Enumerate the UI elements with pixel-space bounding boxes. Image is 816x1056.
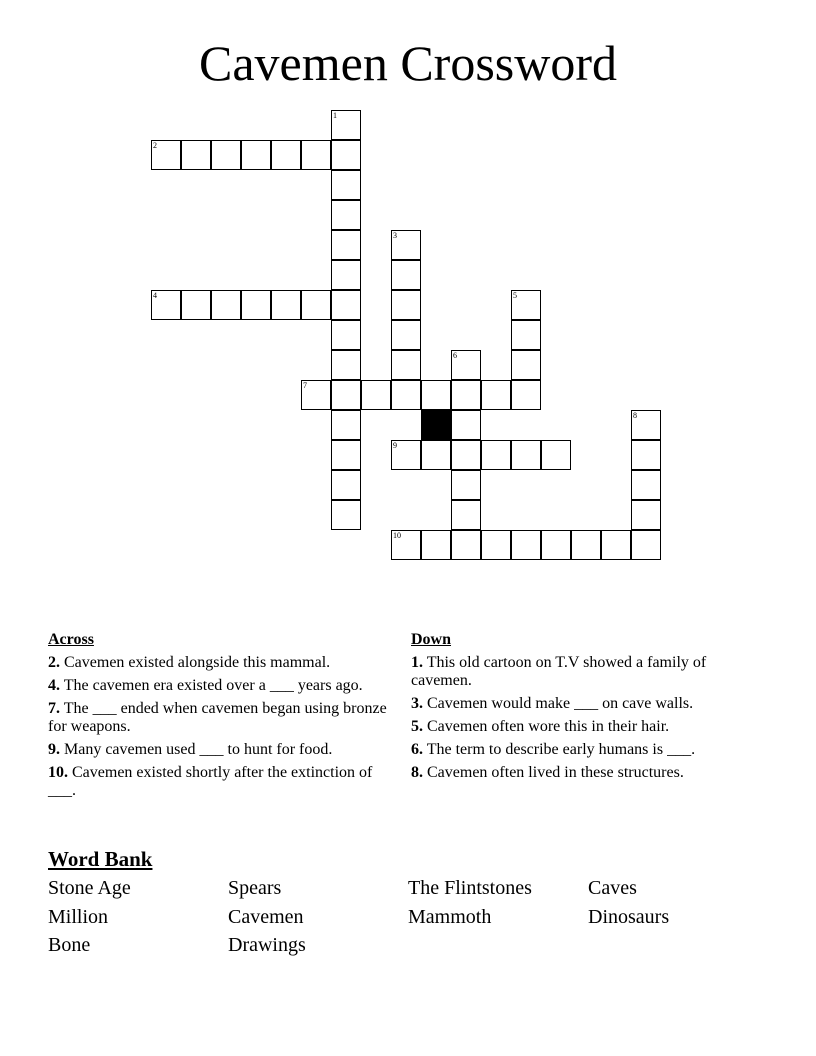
- across-clue: 9. Many cavemen used ___ to hunt for food.: [48, 741, 333, 758]
- down-clue: 6. The term to describe early humans is ___.: [411, 741, 696, 758]
- crossword-cell[interactable]: [331, 440, 361, 470]
- crossword-cell[interactable]: [331, 380, 361, 410]
- word-bank: [48, 846, 768, 960]
- crossword-cell[interactable]: [421, 380, 451, 410]
- crossword-cell[interactable]: [331, 110, 361, 140]
- crossword-cell[interactable]: [391, 380, 421, 410]
- crossword-cell[interactable]: [331, 140, 361, 170]
- crossword-cell[interactable]: [451, 410, 481, 440]
- crossword-cell[interactable]: [451, 530, 481, 560]
- page-title: Cavemen Crossword: [199, 35, 617, 91]
- crossword-cell[interactable]: [421, 530, 451, 560]
- across-clue: 7. The ___ ended when cavemen began using bronze for weapons.: [48, 700, 387, 735]
- clue-number: 10: [393, 531, 401, 540]
- crossword-cell[interactable]: [451, 350, 481, 380]
- crossword-cell[interactable]: [481, 380, 511, 410]
- word-bank-item: Mammoth: [408, 905, 492, 928]
- crossword-cell[interactable]: [271, 140, 301, 170]
- crossword-cell[interactable]: [331, 470, 361, 500]
- crossword-cell[interactable]: [331, 500, 361, 530]
- crossword-cell[interactable]: [481, 530, 511, 560]
- crossword-cell[interactable]: [451, 500, 481, 530]
- word-bank-item: Cavemen: [228, 905, 304, 928]
- crossword-cell[interactable]: [421, 440, 451, 470]
- crossword-cell[interactable]: [331, 230, 361, 260]
- word-bank-item: The Flintstones: [408, 877, 532, 899]
- crossword-cell[interactable]: [601, 530, 631, 560]
- crossword-cell[interactable]: [391, 440, 421, 470]
- crossword-cell[interactable]: [391, 230, 421, 260]
- clue-number: 9: [393, 441, 397, 450]
- word-bank-item: Million: [48, 905, 109, 928]
- crossword-cell[interactable]: [481, 440, 511, 470]
- crossword-cell[interactable]: [511, 440, 541, 470]
- word-bank-item: Bone: [48, 934, 91, 956]
- crossword-cell[interactable]: [511, 350, 541, 380]
- word-bank-item: Caves: [588, 877, 637, 899]
- clue-number: 6: [453, 351, 457, 360]
- crossword-cell[interactable]: [241, 140, 271, 170]
- crossword-cell[interactable]: [361, 380, 391, 410]
- down-clues: [411, 631, 761, 782]
- crossword-cell[interactable]: [391, 530, 421, 560]
- crossword-cell[interactable]: [631, 500, 661, 530]
- crossword-cell[interactable]: [211, 140, 241, 170]
- crossword-cell[interactable]: [511, 530, 541, 560]
- crossword-grid: [151, 110, 666, 565]
- down-clue: 3. Cavemen would make ___ on cave walls.: [411, 695, 694, 712]
- across-clues: [48, 631, 388, 800]
- across-clue: 4. The cavemen era existed over a ___ years ago.: [48, 677, 363, 694]
- word-bank-item: Dinosaurs: [588, 905, 670, 928]
- crossword-cell[interactable]: [331, 200, 361, 230]
- crossword-cell[interactable]: [391, 320, 421, 350]
- across-heading: Across: [48, 631, 94, 648]
- black-square: [421, 410, 451, 440]
- down-clue: 1. This old cartoon on T.V showed a family of cavemen.: [411, 654, 707, 689]
- down-clue: 5. Cavemen often wore this in their hair.: [411, 718, 670, 735]
- crossword-cell[interactable]: [391, 350, 421, 380]
- clue-number: 7: [303, 381, 307, 390]
- crossword-cell[interactable]: [391, 260, 421, 290]
- crossword-cell[interactable]: [331, 260, 361, 290]
- crossword-cell[interactable]: [331, 410, 361, 440]
- down-clue: 8. Cavemen often lived in these structures.: [411, 764, 684, 781]
- crossword-cell[interactable]: [631, 440, 661, 470]
- crossword-cell[interactable]: [541, 530, 571, 560]
- crossword-cell[interactable]: [511, 380, 541, 410]
- crossword-cell[interactable]: [451, 380, 481, 410]
- crossword-cell[interactable]: [301, 290, 331, 320]
- crossword-cell[interactable]: [301, 140, 331, 170]
- word-bank-item: Drawings: [228, 934, 306, 956]
- crossword-cell[interactable]: [391, 290, 421, 320]
- clue-number: 8: [633, 411, 637, 420]
- crossword-cell[interactable]: [631, 470, 661, 500]
- crossword-cell[interactable]: [631, 530, 661, 560]
- word-bank-title: Word Bank: [48, 847, 153, 871]
- crossword-cell[interactable]: [151, 140, 181, 170]
- crossword-cell[interactable]: [571, 530, 601, 560]
- clue-number: 1: [333, 111, 337, 120]
- clue-number: 2: [153, 141, 157, 150]
- crossword-cell[interactable]: [451, 440, 481, 470]
- crossword-cell[interactable]: [331, 170, 361, 200]
- crossword-cell[interactable]: [631, 410, 661, 440]
- crossword-cell[interactable]: [331, 320, 361, 350]
- crossword-cell[interactable]: [511, 320, 541, 350]
- crossword-cell[interactable]: [271, 290, 301, 320]
- crossword-cell[interactable]: [331, 290, 361, 320]
- down-heading: Down: [411, 631, 452, 648]
- across-clue: 2. Cavemen existed alongside this mammal.: [48, 654, 331, 671]
- crossword-cell[interactable]: [451, 470, 481, 500]
- crossword-cell[interactable]: [151, 290, 181, 320]
- crossword-cell[interactable]: [211, 290, 241, 320]
- crossword-cell[interactable]: [541, 440, 571, 470]
- clue-number: 3: [393, 231, 397, 240]
- crossword-cell[interactable]: [181, 140, 211, 170]
- crossword-cell[interactable]: [301, 380, 331, 410]
- crossword-cell[interactable]: [511, 290, 541, 320]
- crossword-cell[interactable]: [241, 290, 271, 320]
- across-clue: 10. Cavemen existed shortly after the extinction of ___.: [48, 764, 373, 799]
- crossword-cell[interactable]: [331, 350, 361, 380]
- clue-number: 5: [513, 291, 517, 300]
- clue-number: 4: [153, 291, 157, 300]
- word-bank-item: Stone Age: [48, 877, 131, 899]
- word-bank-item: Spears: [228, 877, 282, 899]
- crossword-cell[interactable]: [181, 290, 211, 320]
